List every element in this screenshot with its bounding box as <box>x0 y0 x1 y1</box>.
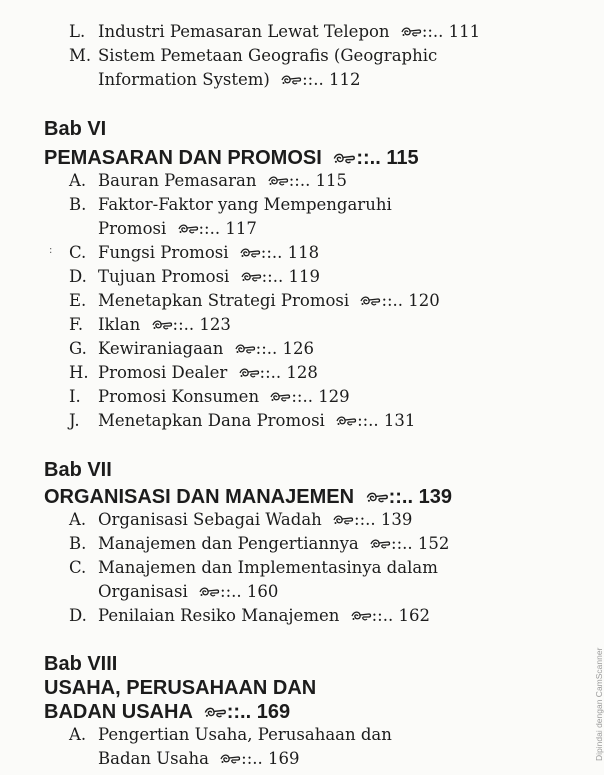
entry-letter: C. <box>69 243 87 262</box>
entry-page-number: 152 <box>417 534 450 553</box>
hand-pointer-ornament-icon <box>332 513 354 526</box>
entry-text: Iklan <box>98 315 141 334</box>
entry-letter: F. <box>69 315 84 334</box>
entry-dots: ::.. <box>241 749 263 768</box>
entry-page-number: 128 <box>286 363 318 382</box>
toc-entry-6c <box>69 242 320 264</box>
entry-letter: L. <box>69 22 86 41</box>
hand-pointer-ornament-icon <box>359 294 381 307</box>
toc-entry-l <box>69 21 481 43</box>
hand-pointer-ornament-icon <box>267 174 289 187</box>
chapter-label-7: Bab VII <box>44 459 112 481</box>
entry-dots: ::.. <box>381 291 404 310</box>
entry-text-line2: Information System) <box>98 70 270 89</box>
toc-entry-6i <box>69 386 350 408</box>
entry-text: Fungsi Promosi <box>98 243 229 262</box>
chapter-dots: ::.. <box>226 701 252 723</box>
camscanner-watermark <box>584 611 604 761</box>
entry-letter: B. <box>69 534 87 553</box>
entry-text-line1: Pengertian Usaha, Perusahaan dan <box>98 725 392 744</box>
hand-pointer-ornament-icon <box>240 270 262 283</box>
entry-text: Promosi Dealer <box>98 363 228 382</box>
hand-pointer-ornament-icon <box>239 246 261 259</box>
entry-text-line1: Sistem Pemetaan Geografis (Geographic <box>98 46 438 65</box>
entry-letter: D. <box>69 267 87 286</box>
hand-pointer-ornament-icon <box>234 342 256 355</box>
chapter-page-number: 139 <box>418 486 452 508</box>
chapter-page-number: 169 <box>256 701 291 723</box>
toc-entry-8a <box>69 724 392 746</box>
hand-pointer-ornament-icon <box>335 414 357 427</box>
hand-pointer-ornament-icon <box>280 73 302 86</box>
entry-dots: ::.. <box>172 315 195 334</box>
hand-pointer-ornament-icon <box>151 318 173 331</box>
toc-entry-8a-cont <box>98 748 300 770</box>
hand-pointer-ornament-icon <box>400 25 422 38</box>
chapter-dots: ::.. <box>356 147 381 169</box>
entry-letter: A. <box>69 171 87 190</box>
entry-letter: A. <box>69 725 87 744</box>
entry-text-line2: Badan Usaha <box>98 749 209 768</box>
chapter-label-6: Bab VI <box>44 118 107 140</box>
chapter-dots: ::.. <box>388 486 414 508</box>
hand-pointer-ornament-icon <box>332 151 356 165</box>
toc-entry-m-cont <box>98 69 360 91</box>
entry-dots: ::.. <box>291 387 313 406</box>
chapter-title-text: PEMASARAN DAN PROMOSI <box>44 147 322 169</box>
entry-text: Menetapkan Strategi Promosi <box>98 291 350 310</box>
toc-entry-7c-cont <box>98 581 278 603</box>
entry-page-number: 119 <box>288 267 320 286</box>
chapter-title-8-line2 <box>44 700 290 724</box>
entry-dots: ::.. <box>259 363 282 382</box>
entry-page-number: 162 <box>398 606 430 625</box>
entry-letter: D. <box>69 606 87 625</box>
entry-text-line1: Faktor-Faktor yang Mempengaruhi <box>98 195 392 214</box>
entry-letter: M. <box>69 46 92 65</box>
toc-entry-6g <box>69 338 314 360</box>
entry-dots: ::.. <box>391 534 413 553</box>
chapter-title-7 <box>44 485 452 509</box>
entry-letter: B. <box>69 195 87 214</box>
hand-pointer-ornament-icon <box>203 705 227 719</box>
entry-text: Organisasi Sebagai Wadah <box>98 510 322 529</box>
entry-text-line2: Promosi <box>98 219 167 238</box>
entry-dots: ::.. <box>354 510 376 529</box>
entry-page-number: 117 <box>225 219 257 238</box>
entry-letter: H. <box>69 363 89 382</box>
hand-pointer-ornament-icon <box>269 390 291 403</box>
hand-pointer-ornament-icon <box>369 537 391 550</box>
toc-entry-6j <box>69 410 416 432</box>
toc-entry-6f <box>69 314 231 336</box>
entry-text: Kewiraniagaan <box>98 339 224 358</box>
chapter-label-8: Bab VIII <box>44 653 118 675</box>
chapter-title-8-line1: USAHA, PERUSAHAAN DAN <box>44 677 317 699</box>
entry-page-number: 112 <box>328 70 361 89</box>
hand-pointer-ornament-icon <box>198 585 220 598</box>
entry-dots: ::.. <box>421 22 444 41</box>
entry-text: Menetapkan Dana Promosi <box>98 411 325 430</box>
toc-entry-7c <box>69 557 438 579</box>
entry-text: Promosi Konsumen <box>98 387 260 406</box>
entry-dots: ::.. <box>302 70 324 89</box>
entry-dots: ::.. <box>261 267 284 286</box>
entry-letter: G. <box>69 339 87 358</box>
entry-page-number: 131 <box>383 411 416 430</box>
toc-entry-7b <box>69 533 450 555</box>
toc-entry-6a <box>69 170 348 192</box>
hand-pointer-ornament-icon <box>350 609 372 622</box>
toc-entry-6e <box>69 290 440 312</box>
hand-pointer-ornament-icon <box>219 752 241 765</box>
entry-page-number: 129 <box>318 387 350 406</box>
toc-entry-m <box>69 45 438 67</box>
entry-letter: J. <box>69 411 80 430</box>
entry-text: Industri Pemasaran Lewat Telepon <box>98 22 390 41</box>
stray-scan-mark: : <box>49 245 53 256</box>
entry-letter: C. <box>69 558 87 577</box>
toc-entry-7d <box>69 605 430 627</box>
toc-entry-6b-cont <box>98 218 257 240</box>
entry-page-number: 123 <box>199 315 231 334</box>
entry-page-number: 115 <box>315 171 348 190</box>
entry-dots: ::.. <box>288 171 311 190</box>
entry-text: Tujuan Promosi <box>98 267 230 286</box>
entry-dots: ::.. <box>255 339 278 358</box>
hand-pointer-ornament-icon <box>365 490 389 504</box>
entry-dots: ::.. <box>220 582 242 601</box>
entry-text: Manajemen dan Pengertiannya <box>98 534 359 553</box>
entry-page-number: 118 <box>287 243 320 262</box>
entry-text: Penilaian Resiko Manajemen <box>98 606 340 625</box>
chapter-title-6 <box>44 146 419 170</box>
toc-entry-6h <box>69 362 318 384</box>
entry-letter: E. <box>69 291 87 310</box>
entry-dots: ::.. <box>198 219 221 238</box>
entry-text-line2: Organisasi <box>98 582 188 601</box>
chapter-title-text: ORGANISASI DAN MANAJEMEN <box>44 486 355 508</box>
toc-entry-6d <box>69 266 320 288</box>
entry-dots: ::.. <box>260 243 283 262</box>
entry-dots: ::.. <box>357 411 379 430</box>
hand-pointer-ornament-icon <box>177 222 199 235</box>
chapter-page-number: 115 <box>386 147 419 169</box>
toc-entry-6b <box>69 194 392 216</box>
entry-text: Bauran Pemasaran <box>98 171 257 190</box>
entry-page-number: 169 <box>268 749 300 768</box>
entry-page-number: 139 <box>380 510 413 529</box>
entry-letter: A. <box>69 510 87 529</box>
entry-page-number: 160 <box>246 582 279 601</box>
entry-letter: I. <box>69 387 81 406</box>
entry-page-number: 126 <box>282 339 314 358</box>
toc-entry-7a <box>69 509 413 531</box>
chapter-title-text: BADAN USAHA <box>44 701 193 723</box>
entry-dots: ::.. <box>371 606 394 625</box>
hand-pointer-ornament-icon <box>238 366 260 379</box>
entry-page-number: 111 <box>448 22 481 41</box>
entry-page-number: 120 <box>408 291 440 310</box>
watermark-text: Dipindai dengan CamScanner <box>594 647 604 761</box>
entry-text-line1: Manajemen dan Implementasinya dalam <box>98 558 438 577</box>
